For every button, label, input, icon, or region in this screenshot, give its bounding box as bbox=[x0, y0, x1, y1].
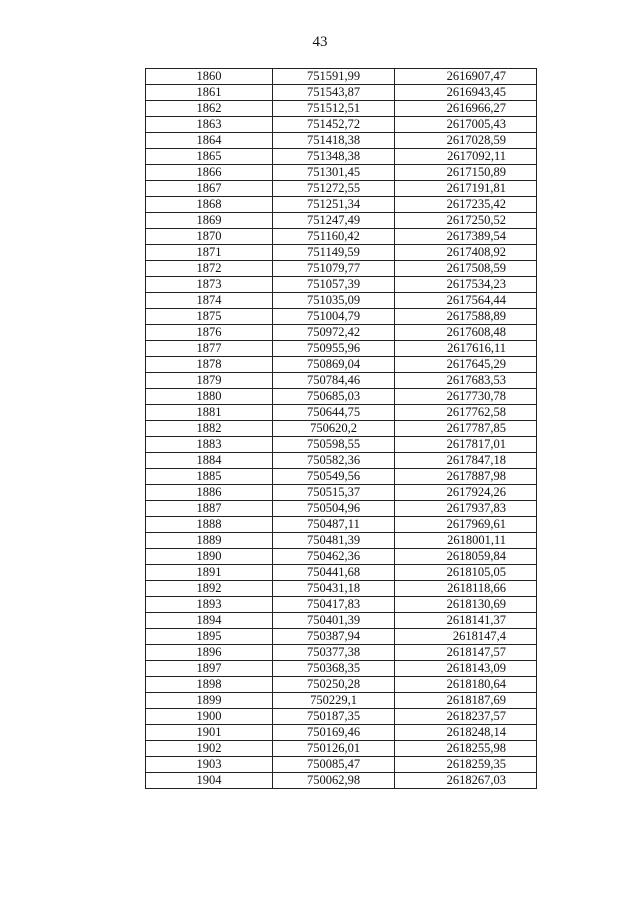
y-coordinate-cell: 2617389,54 bbox=[395, 229, 537, 245]
y-coordinate-cell: 2618118,66 bbox=[395, 581, 537, 597]
x-coordinate-cell: 750377,38 bbox=[273, 645, 395, 661]
table-row bbox=[146, 645, 537, 661]
point-number-cell: 1904 bbox=[146, 773, 273, 789]
point-number-cell: 1884 bbox=[146, 453, 273, 469]
coordinates-table bbox=[145, 68, 537, 789]
table-row bbox=[146, 69, 537, 85]
y-coordinate-cell: 2617250,52 bbox=[395, 213, 537, 229]
y-coordinate-cell: 2617887,98 bbox=[395, 469, 537, 485]
table-row bbox=[146, 741, 537, 757]
x-coordinate-cell: 750515,37 bbox=[273, 485, 395, 501]
y-coordinate-cell: 2618143,09 bbox=[395, 661, 537, 677]
y-coordinate-cell: 2618147,57 bbox=[395, 645, 537, 661]
y-coordinate-cell: 2618105,05 bbox=[395, 565, 537, 581]
y-coordinate-cell: 2617847,18 bbox=[395, 453, 537, 469]
table-row bbox=[146, 357, 537, 373]
point-number-cell: 1883 bbox=[146, 437, 273, 453]
table-row bbox=[146, 389, 537, 405]
table-row bbox=[146, 613, 537, 629]
y-coordinate-cell: 2617092,11 bbox=[395, 149, 537, 165]
x-coordinate-cell: 750620,2 bbox=[273, 421, 395, 437]
point-number-cell: 1882 bbox=[146, 421, 273, 437]
y-coordinate-cell: 2617150,89 bbox=[395, 165, 537, 181]
x-coordinate-cell: 751591,99 bbox=[273, 69, 395, 85]
point-number-cell: 1872 bbox=[146, 261, 273, 277]
point-number-cell: 1866 bbox=[146, 165, 273, 181]
point-number-cell: 1877 bbox=[146, 341, 273, 357]
y-coordinate-cell: 2617408,92 bbox=[395, 245, 537, 261]
y-coordinate-cell: 2618147,4 bbox=[395, 629, 537, 645]
x-coordinate-cell: 750062,98 bbox=[273, 773, 395, 789]
point-number-cell: 1868 bbox=[146, 197, 273, 213]
point-number-cell: 1874 bbox=[146, 293, 273, 309]
x-coordinate-cell: 750644,75 bbox=[273, 405, 395, 421]
y-coordinate-cell: 2618187,69 bbox=[395, 693, 537, 709]
x-coordinate-cell: 750387,94 bbox=[273, 629, 395, 645]
x-coordinate-cell: 750598,55 bbox=[273, 437, 395, 453]
y-coordinate-cell: 2617534,23 bbox=[395, 277, 537, 293]
x-coordinate-cell: 750250,28 bbox=[273, 677, 395, 693]
table-row bbox=[146, 197, 537, 213]
point-number-cell: 1875 bbox=[146, 309, 273, 325]
point-number-cell: 1881 bbox=[146, 405, 273, 421]
table-row bbox=[146, 693, 537, 709]
table-row bbox=[146, 373, 537, 389]
table-row bbox=[146, 165, 537, 181]
y-coordinate-cell: 2618001,11 bbox=[395, 533, 537, 549]
y-coordinate-cell: 2616943,45 bbox=[395, 85, 537, 101]
table-row bbox=[146, 245, 537, 261]
point-number-cell: 1897 bbox=[146, 661, 273, 677]
x-coordinate-cell: 751452,72 bbox=[273, 117, 395, 133]
y-coordinate-cell: 2617683,53 bbox=[395, 373, 537, 389]
table-row bbox=[146, 117, 537, 133]
table-row bbox=[146, 677, 537, 693]
table-row bbox=[146, 85, 537, 101]
x-coordinate-cell: 750401,39 bbox=[273, 613, 395, 629]
y-coordinate-cell: 2618141,37 bbox=[395, 613, 537, 629]
page-number: 43 bbox=[312, 34, 328, 50]
table-row bbox=[146, 309, 537, 325]
point-number-cell: 1861 bbox=[146, 85, 273, 101]
table-row bbox=[146, 581, 537, 597]
y-coordinate-cell: 2617608,48 bbox=[395, 325, 537, 341]
y-coordinate-cell: 2618180,64 bbox=[395, 677, 537, 693]
table-row bbox=[146, 661, 537, 677]
table-row bbox=[146, 293, 537, 309]
x-coordinate-cell: 750229,1 bbox=[273, 693, 395, 709]
x-coordinate-cell: 751057,39 bbox=[273, 277, 395, 293]
y-coordinate-cell: 2617924,26 bbox=[395, 485, 537, 501]
x-coordinate-cell: 751004,79 bbox=[273, 309, 395, 325]
y-coordinate-cell: 2617235,42 bbox=[395, 197, 537, 213]
y-coordinate-cell: 2617028,59 bbox=[395, 133, 537, 149]
y-coordinate-cell: 2617508,59 bbox=[395, 261, 537, 277]
x-coordinate-cell: 750582,36 bbox=[273, 453, 395, 469]
table-row bbox=[146, 549, 537, 565]
x-coordinate-cell: 751512,51 bbox=[273, 101, 395, 117]
point-number-cell: 1902 bbox=[146, 741, 273, 757]
x-coordinate-cell: 750187,35 bbox=[273, 709, 395, 725]
table-row bbox=[146, 229, 537, 245]
x-coordinate-cell: 751247,49 bbox=[273, 213, 395, 229]
table-row bbox=[146, 501, 537, 517]
table-row bbox=[146, 213, 537, 229]
x-coordinate-cell: 750549,56 bbox=[273, 469, 395, 485]
point-number-cell: 1864 bbox=[146, 133, 273, 149]
table-row bbox=[146, 485, 537, 501]
y-coordinate-cell: 2617817,01 bbox=[395, 437, 537, 453]
table-row bbox=[146, 469, 537, 485]
y-coordinate-cell: 2617787,85 bbox=[395, 421, 537, 437]
y-coordinate-cell: 2618267,03 bbox=[395, 773, 537, 789]
y-coordinate-cell: 2617588,89 bbox=[395, 309, 537, 325]
point-number-cell: 1873 bbox=[146, 277, 273, 293]
table-row bbox=[146, 517, 537, 533]
point-number-cell: 1880 bbox=[146, 389, 273, 405]
table-row bbox=[146, 325, 537, 341]
point-number-cell: 1900 bbox=[146, 709, 273, 725]
point-number-cell: 1887 bbox=[146, 501, 273, 517]
x-coordinate-cell: 750784,46 bbox=[273, 373, 395, 389]
point-number-cell: 1860 bbox=[146, 69, 273, 85]
table-row bbox=[146, 405, 537, 421]
x-coordinate-cell: 750126,01 bbox=[273, 741, 395, 757]
point-number-cell: 1896 bbox=[146, 645, 273, 661]
table-row bbox=[146, 341, 537, 357]
y-coordinate-cell: 2618130,69 bbox=[395, 597, 537, 613]
x-coordinate-cell: 750685,03 bbox=[273, 389, 395, 405]
x-coordinate-cell: 751149,59 bbox=[273, 245, 395, 261]
x-coordinate-cell: 751301,45 bbox=[273, 165, 395, 181]
x-coordinate-cell: 751418,38 bbox=[273, 133, 395, 149]
x-coordinate-cell: 750441,68 bbox=[273, 565, 395, 581]
x-coordinate-cell: 751035,09 bbox=[273, 293, 395, 309]
y-coordinate-cell: 2617937,83 bbox=[395, 501, 537, 517]
x-coordinate-cell: 750869,04 bbox=[273, 357, 395, 373]
point-number-cell: 1903 bbox=[146, 757, 273, 773]
point-number-cell: 1890 bbox=[146, 549, 273, 565]
y-coordinate-cell: 2618237,57 bbox=[395, 709, 537, 725]
point-number-cell: 1886 bbox=[146, 485, 273, 501]
point-number-cell: 1898 bbox=[146, 677, 273, 693]
y-coordinate-cell: 2617564,44 bbox=[395, 293, 537, 309]
point-number-cell: 1863 bbox=[146, 117, 273, 133]
table-row bbox=[146, 757, 537, 773]
table-row bbox=[146, 149, 537, 165]
y-coordinate-cell: 2617730,78 bbox=[395, 389, 537, 405]
point-number-cell: 1878 bbox=[146, 357, 273, 373]
x-coordinate-cell: 750368,35 bbox=[273, 661, 395, 677]
table-row bbox=[146, 773, 537, 789]
point-number-cell: 1893 bbox=[146, 597, 273, 613]
point-number-cell: 1869 bbox=[146, 213, 273, 229]
table-row bbox=[146, 437, 537, 453]
point-number-cell: 1894 bbox=[146, 613, 273, 629]
x-coordinate-cell: 750504,96 bbox=[273, 501, 395, 517]
point-number-cell: 1899 bbox=[146, 693, 273, 709]
point-number-cell: 1870 bbox=[146, 229, 273, 245]
x-coordinate-cell: 750462,36 bbox=[273, 549, 395, 565]
y-coordinate-cell: 2617645,29 bbox=[395, 357, 537, 373]
x-coordinate-cell: 750417,83 bbox=[273, 597, 395, 613]
table-row bbox=[146, 101, 537, 117]
x-coordinate-cell: 751079,77 bbox=[273, 261, 395, 277]
x-coordinate-cell: 751272,55 bbox=[273, 181, 395, 197]
table-row bbox=[146, 133, 537, 149]
table-row bbox=[146, 597, 537, 613]
y-coordinate-cell: 2618259,35 bbox=[395, 757, 537, 773]
x-coordinate-cell: 751348,38 bbox=[273, 149, 395, 165]
table-row bbox=[146, 565, 537, 581]
table-row bbox=[146, 181, 537, 197]
point-number-cell: 1885 bbox=[146, 469, 273, 485]
x-coordinate-cell: 750955,96 bbox=[273, 341, 395, 357]
y-coordinate-cell: 2618255,98 bbox=[395, 741, 537, 757]
y-coordinate-cell: 2616907,47 bbox=[395, 69, 537, 85]
x-coordinate-cell: 750487,11 bbox=[273, 517, 395, 533]
point-number-cell: 1888 bbox=[146, 517, 273, 533]
y-coordinate-cell: 2618059,84 bbox=[395, 549, 537, 565]
x-coordinate-cell: 751543,87 bbox=[273, 85, 395, 101]
y-coordinate-cell: 2616966,27 bbox=[395, 101, 537, 117]
point-number-cell: 1889 bbox=[146, 533, 273, 549]
point-number-cell: 1871 bbox=[146, 245, 273, 261]
table-row bbox=[146, 453, 537, 469]
y-coordinate-cell: 2617005,43 bbox=[395, 117, 537, 133]
x-coordinate-cell: 750169,46 bbox=[273, 725, 395, 741]
x-coordinate-cell: 750972,42 bbox=[273, 325, 395, 341]
point-number-cell: 1867 bbox=[146, 181, 273, 197]
y-coordinate-cell: 2617191,81 bbox=[395, 181, 537, 197]
table-row bbox=[146, 277, 537, 293]
table-row bbox=[146, 709, 537, 725]
point-number-cell: 1895 bbox=[146, 629, 273, 645]
point-number-cell: 1862 bbox=[146, 101, 273, 117]
x-coordinate-cell: 750085,47 bbox=[273, 757, 395, 773]
table-row bbox=[146, 725, 537, 741]
point-number-cell: 1879 bbox=[146, 373, 273, 389]
point-number-cell: 1891 bbox=[146, 565, 273, 581]
point-number-cell: 1865 bbox=[146, 149, 273, 165]
point-number-cell: 1892 bbox=[146, 581, 273, 597]
y-coordinate-cell: 2617969,61 bbox=[395, 517, 537, 533]
x-coordinate-cell: 750431,18 bbox=[273, 581, 395, 597]
x-coordinate-cell: 751251,34 bbox=[273, 197, 395, 213]
point-number-cell: 1901 bbox=[146, 725, 273, 741]
coordinates-table-body bbox=[146, 69, 537, 789]
x-coordinate-cell: 751160,42 bbox=[273, 229, 395, 245]
x-coordinate-cell: 750481,39 bbox=[273, 533, 395, 549]
table-row bbox=[146, 421, 537, 437]
y-coordinate-cell: 2617616,11 bbox=[395, 341, 537, 357]
y-coordinate-cell: 2617762,58 bbox=[395, 405, 537, 421]
y-coordinate-cell: 2618248,14 bbox=[395, 725, 537, 741]
table-row bbox=[146, 533, 537, 549]
table-row bbox=[146, 629, 537, 645]
table-row bbox=[146, 261, 537, 277]
point-number-cell: 1876 bbox=[146, 325, 273, 341]
